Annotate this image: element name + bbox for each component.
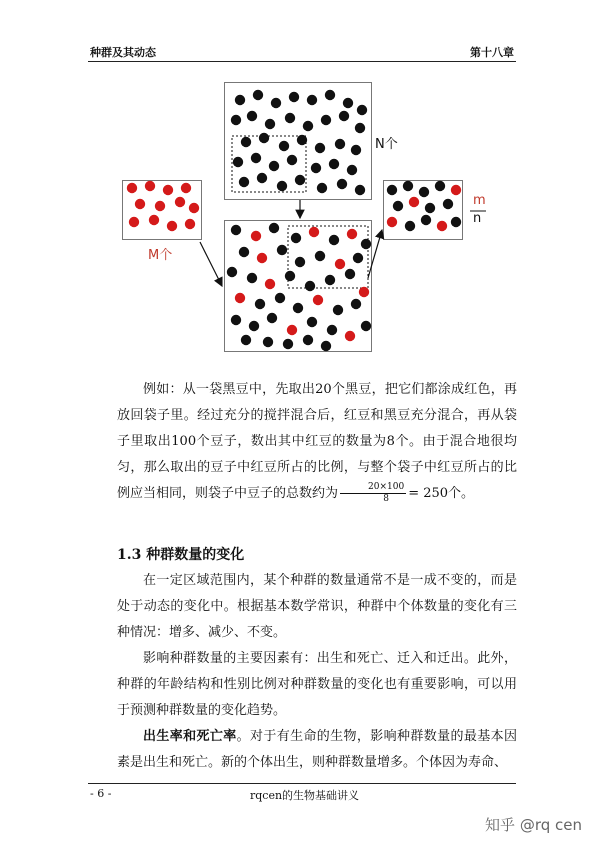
black-bean [271,98,281,108]
total-fraction [340,482,406,505]
fraction-numerator: 20×100 [340,482,406,494]
black-bean [307,317,317,327]
black-bean [307,95,317,105]
black-bean [267,313,277,323]
footer-title: rqcen的生物基础讲义 [250,789,360,802]
black-bean [279,141,289,151]
red-bean [181,183,191,193]
header-chapter: 第十八章 [470,46,514,59]
section-title: 1.3 种群数量的变化 [117,547,245,563]
paragraph-1: 在一定区域范围内，某个种群的数量通常不是一成不变的，而是处于动态的变化中。根据基本数学常识，种群中个体数量的变化有三种情况：增多、减少、不变。 [117,573,517,640]
black-bean [253,90,263,100]
red-bean [359,287,369,297]
black-bean [297,135,307,145]
black-bean [315,251,325,261]
red-bean [409,197,419,207]
black-bean [337,179,347,189]
black-bean [293,303,303,313]
black-bean [255,299,265,309]
black-bean [387,185,397,195]
black-bean [333,305,343,315]
black-bean [285,271,295,281]
black-bean [451,217,461,227]
black-bean [239,177,249,187]
red-bean [309,227,319,237]
black-bean [355,123,365,133]
black-bean [361,239,371,249]
black-bean [295,175,305,185]
red-bean [347,229,357,239]
paragraph-3-text: 。对于有生命的生物，影响种群数量的最基本因素是出生和死亡。新的个体出生，则种群数量增多。个体因为寿命、 [117,729,517,770]
black-bean [269,161,279,171]
black-bean [287,155,297,165]
red-bean [345,331,355,341]
black-bean [335,139,345,149]
black-bean [325,275,335,285]
black-bean [329,235,339,245]
black-bean [351,145,361,155]
label-N: N个 [375,137,398,152]
red-bean [437,221,447,231]
black-bean [235,95,245,105]
red-bean [257,253,267,263]
black-bean [317,183,327,193]
black-bean [265,119,275,129]
paragraph-3 [117,724,517,776]
black-bean [251,153,261,163]
red-bean [175,197,185,207]
label-n: n [473,211,482,226]
red-bean [185,219,195,229]
black-bean [403,181,413,191]
black-bean [435,181,445,191]
black-bean [425,203,435,213]
black-bean [419,187,429,197]
red-bean [149,215,159,225]
black-bean [291,233,301,243]
red-bean [251,231,261,241]
black-bean [325,90,335,100]
black-bean [329,159,339,169]
black-bean [247,273,257,283]
black-bean [393,201,403,211]
black-bean [257,173,267,183]
red-bean [155,201,165,211]
black-bean [259,133,269,143]
black-bean [283,339,293,349]
black-bean [285,113,295,123]
black-bean [241,335,251,345]
example-text: 例如：从一袋黑豆中，先取出20个黑豆，把它们都涂成红色，再放回袋子里。经过充分的搅拌混合后，红豆和黑豆充分混合，再从袋子里取出100个豆子，数出其中红豆的数量为8个。由于混合地很均匀，那么取出的豆子中红豆所占的比例，与整个袋子中红豆所占的比例应当相同，则袋子中豆子的总数约为 [117,382,517,501]
black-bean [241,137,251,147]
red-bean [145,181,155,191]
red-bean [335,259,345,269]
red-bean [287,325,297,335]
black-bean [357,105,367,115]
label-m: m [473,193,486,208]
black-bean [405,221,415,231]
black-bean [289,92,299,102]
black-bean [227,267,237,277]
black-bean [247,111,257,121]
red-bean [387,217,397,227]
black-bean [353,253,363,263]
black-bean [327,325,337,335]
red-bean [127,183,137,193]
black-bean [269,223,279,233]
black-bean [311,163,321,173]
black-bean [355,185,365,195]
black-bean [239,247,249,257]
black-bean [231,315,241,325]
black-bean [277,245,287,255]
example-paragraph [117,377,517,507]
black-bean [277,181,287,191]
red-bean [189,203,199,213]
birth-death-rate-term: 出生率和死亡率 [143,729,237,744]
black-bean [263,337,273,347]
beans-group [127,90,461,351]
arrow-mix [200,242,222,286]
example-result: = 250个。 [408,486,475,501]
fraction-denominator: 8 [383,494,389,504]
red-bean [313,295,323,305]
black-bean [315,143,325,153]
black-bean [321,341,331,351]
black-bean [343,98,353,108]
zhihu-watermark: 知乎 @rq cen [485,816,582,834]
paragraph-2: 影响种群数量的主要因素有：出生和死亡、迁入和迁出。此外，种群的年龄结构和性别比例对种群数量的变化也有重要影响，可以用于预测种群数量的变化趋势。 [117,651,517,718]
black-bean [421,215,431,225]
black-bean [295,257,305,267]
black-bean [233,157,243,167]
black-bean [303,335,313,345]
red-bean [265,279,275,289]
black-bean [321,115,331,125]
page-number: - 6 - [90,787,112,800]
black-bean [305,281,315,291]
black-bean [351,299,361,309]
black-bean [347,165,357,175]
red-bean [163,185,173,195]
black-bean [249,321,259,331]
black-bean [303,121,313,131]
black-bean [345,269,355,279]
arrow-sample [368,230,382,278]
black-bean [339,111,349,121]
header-title: 种群及其动态 [90,46,156,59]
black-bean [275,293,285,303]
red-bean [451,185,461,195]
footer-rule [88,783,516,784]
black-bean [443,199,453,209]
red-bean [135,199,145,209]
label-M: M个 [148,248,173,263]
red-bean [129,217,139,227]
red-bean [235,293,245,303]
black-bean [361,321,371,331]
body-text [117,568,517,776]
black-bean [231,225,241,235]
black-bean [231,115,241,125]
red-bean [167,221,177,231]
